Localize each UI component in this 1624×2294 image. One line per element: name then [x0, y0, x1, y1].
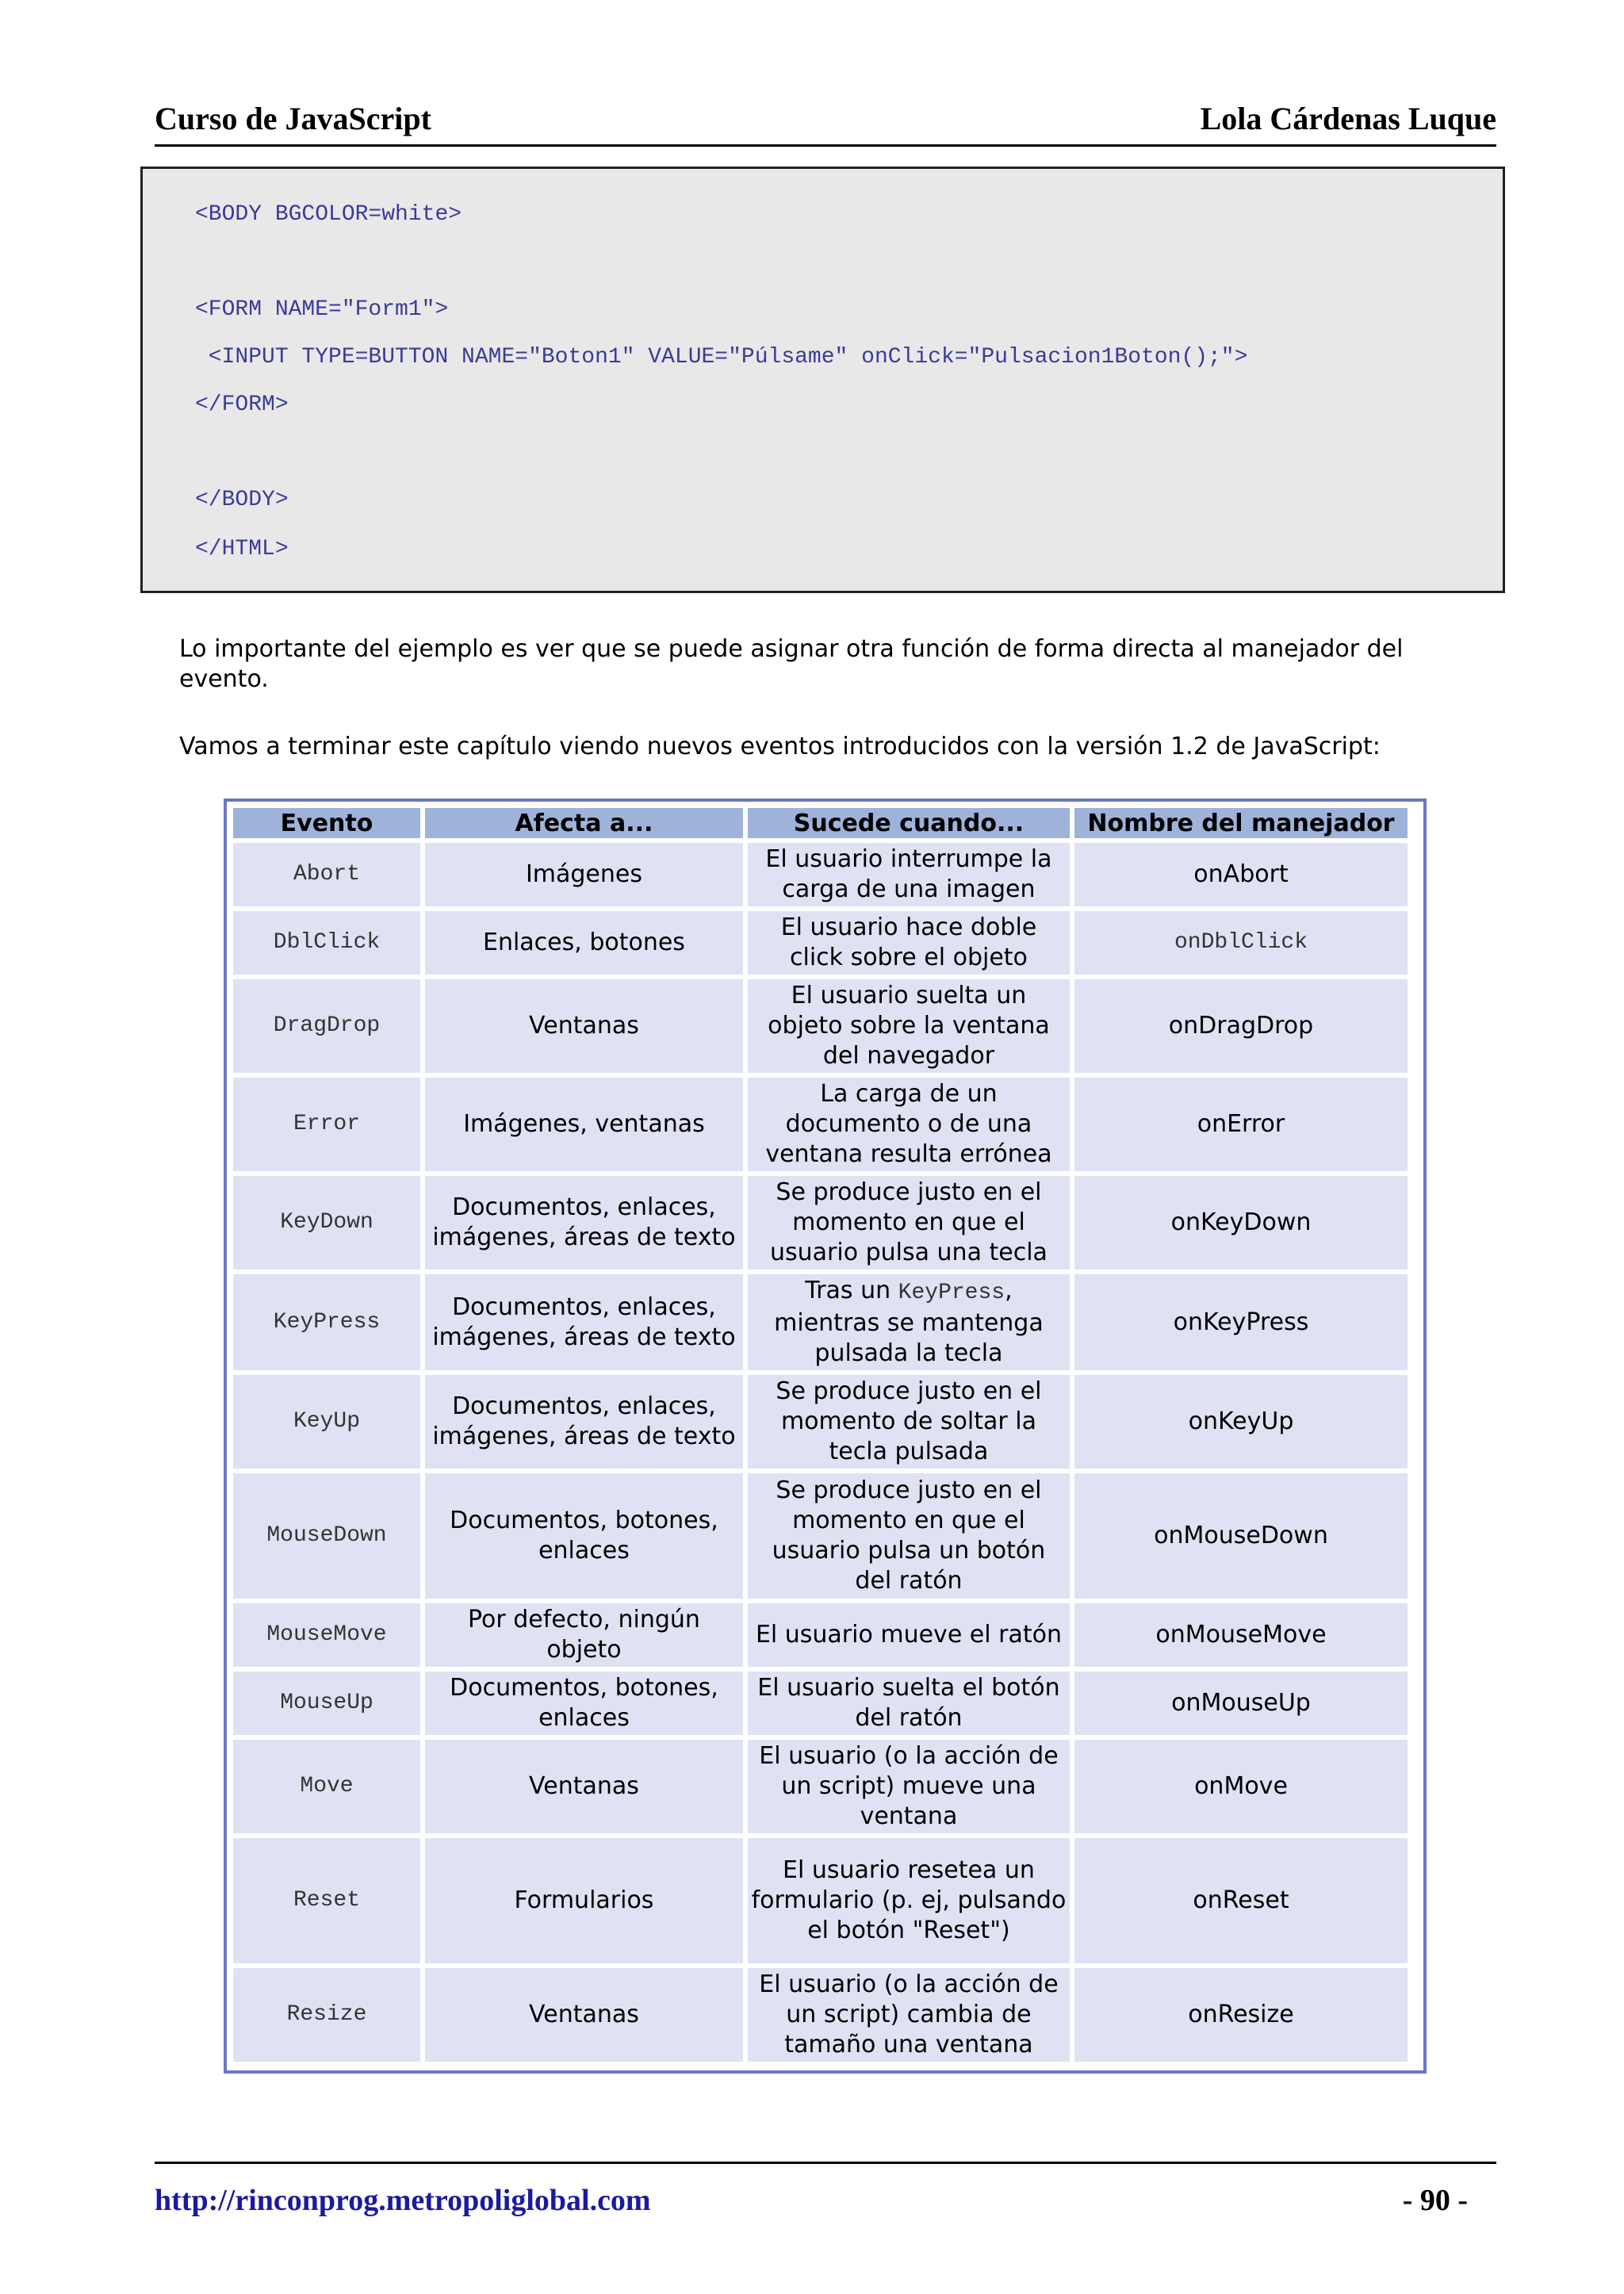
header-author: Lola Cárdenas Luque — [1200, 101, 1496, 136]
header-course-title: Curso de JavaScript — [155, 101, 431, 136]
cell-evento: KeyDown — [233, 1176, 420, 1270]
cell-evento: DblClick — [233, 911, 420, 975]
events-table-frame — [224, 798, 1427, 2074]
cell-evento: Abort — [233, 843, 420, 906]
page-header — [155, 94, 1496, 147]
table-row — [233, 1176, 1408, 1270]
cell-afecta: Ventanas — [425, 979, 743, 1073]
cell-manejador: onKeyDown — [1074, 1176, 1408, 1270]
cell-sucede: El usuario resetea un formulario (p. ej, pulsando el botón "Reset") — [748, 1838, 1070, 1963]
cell-evento: Move — [233, 1740, 420, 1833]
cell-evento: KeyPress — [233, 1274, 420, 1370]
cell-manejador: onReset — [1074, 1838, 1408, 1963]
cell-sucede: El usuario (o la acción de un script) mueve una ventana — [748, 1740, 1070, 1833]
paragraph-intro-events: Vamos a terminar este capítulo viendo nuevos eventos introducidos con la versión 1.2 de JavaScript: — [179, 733, 1381, 760]
table-row — [233, 843, 1408, 906]
cell-manejador: onDblClick — [1074, 911, 1408, 975]
cell-sucede: El usuario interrumpe la carga de una imagen — [748, 843, 1070, 906]
cell-evento: MouseMove — [233, 1603, 420, 1667]
cell-evento: Reset — [233, 1838, 420, 1963]
cell-manejador: onMove — [1074, 1740, 1408, 1833]
page-number: - 90 - — [1402, 2184, 1468, 2217]
table-row — [233, 1672, 1408, 1735]
cell-sucede-text: Tras un — [805, 1277, 898, 1304]
cell-afecta: Por defecto, ningún objeto — [425, 1603, 743, 1667]
cell-manejador: onDragDrop — [1074, 979, 1408, 1073]
code-block — [140, 167, 1505, 593]
page-footer — [155, 2162, 1496, 2219]
cell-sucede: El usuario suelta un objeto sobre la ventana del navegador — [748, 979, 1070, 1073]
cell-manejador: onKeyUp — [1074, 1375, 1408, 1469]
cell-sucede-text: , mientras se mantenga pulsada la tecla — [774, 1277, 1044, 1367]
inline-code: KeyPress — [898, 1281, 1005, 1305]
table-row — [233, 1740, 1408, 1833]
cell-sucede: El usuario suelta el botón del ratón — [748, 1672, 1070, 1735]
cell-sucede: Se produce justo en el momento en que el usuario pulsa un botón del ratón — [748, 1473, 1070, 1599]
cell-afecta: Documentos, botones, enlaces — [425, 1473, 743, 1599]
cell-sucede — [748, 1274, 1070, 1370]
cell-sucede: El usuario hace doble click sobre el objeto — [748, 911, 1070, 975]
cell-sucede: Se produce justo en el momento en que el usuario pulsa una tecla — [748, 1176, 1070, 1270]
table-row — [233, 1968, 1408, 2062]
cell-evento: MouseDown — [233, 1473, 420, 1599]
cell-afecta: Documentos, enlaces, imágenes, áreas de texto — [425, 1375, 743, 1469]
table-row — [233, 1078, 1408, 1171]
cell-sucede: Se produce justo en el momento de soltar la tecla pulsada — [748, 1375, 1070, 1469]
table-row — [233, 1603, 1408, 1667]
cell-afecta: Documentos, enlaces, imágenes, áreas de texto — [425, 1176, 743, 1270]
table-header-row — [233, 808, 1408, 838]
cell-evento: Error — [233, 1078, 420, 1171]
cell-afecta: Imágenes — [425, 843, 743, 906]
cell-evento: MouseUp — [233, 1672, 420, 1735]
code-line: <FORM NAME="Form1"> — [195, 297, 449, 322]
code-line: </FORM> — [195, 393, 289, 417]
table-row — [233, 1838, 1408, 1963]
code-line: <BODY BGCOLOR=white> — [195, 202, 462, 227]
table-row — [233, 1274, 1408, 1370]
code-line: </HTML> — [195, 537, 289, 561]
footer-site-link[interactable]: http://rinconprog.metropoliglobal.com — [155, 2184, 651, 2217]
cell-afecta: Formularios — [425, 1838, 743, 1963]
cell-sucede: La carga de un documento o de una ventana resulta errónea — [748, 1078, 1070, 1171]
table-row — [233, 1473, 1408, 1599]
cell-afecta: Imágenes, ventanas — [425, 1078, 743, 1171]
code-line: </BODY> — [195, 488, 289, 512]
column-header-manejador: Nombre del manejador — [1074, 808, 1408, 838]
cell-afecta: Documentos, enlaces, imágenes, áreas de texto — [425, 1274, 743, 1370]
code-line: <INPUT TYPE=BUTTON NAME="Boton1" VALUE="Púlsame" onClick="Pulsacion1Boton();"> — [195, 345, 1248, 370]
cell-sucede: El usuario mueve el ratón — [748, 1603, 1070, 1667]
cell-manejador: onError — [1074, 1078, 1408, 1171]
cell-afecta: Documentos, botones, enlaces — [425, 1672, 743, 1735]
column-header-sucede: Sucede cuando... — [748, 808, 1070, 838]
cell-afecta: Ventanas — [425, 1740, 743, 1833]
events-table — [228, 803, 1412, 2066]
cell-sucede: El usuario (o la acción de un script) cambia de tamaño una ventana — [748, 1968, 1070, 2062]
cell-manejador: onKeyPress — [1074, 1274, 1408, 1370]
cell-manejador: onAbort — [1074, 843, 1408, 906]
cell-manejador: onMouseDown — [1074, 1473, 1408, 1599]
cell-evento: DragDrop — [233, 979, 420, 1073]
cell-afecta: Ventanas — [425, 1968, 743, 2062]
column-header-evento: Evento — [233, 808, 420, 838]
column-header-afecta: Afecta a... — [425, 808, 743, 838]
table-row — [233, 979, 1408, 1073]
cell-manejador: onMouseUp — [1074, 1672, 1408, 1735]
cell-afecta: Enlaces, botones — [425, 911, 743, 975]
cell-evento: KeyUp — [233, 1375, 420, 1469]
paragraph-example-note: Lo importante del ejemplo es ver que se puede asignar otra función de forma directa al manejador del evento. — [179, 635, 1404, 693]
cell-manejador: onResize — [1074, 1968, 1408, 2062]
table-row — [233, 911, 1408, 975]
cell-manejador: onMouseMove — [1074, 1603, 1408, 1667]
table-row — [233, 1375, 1408, 1469]
cell-evento: Resize — [233, 1968, 420, 2062]
